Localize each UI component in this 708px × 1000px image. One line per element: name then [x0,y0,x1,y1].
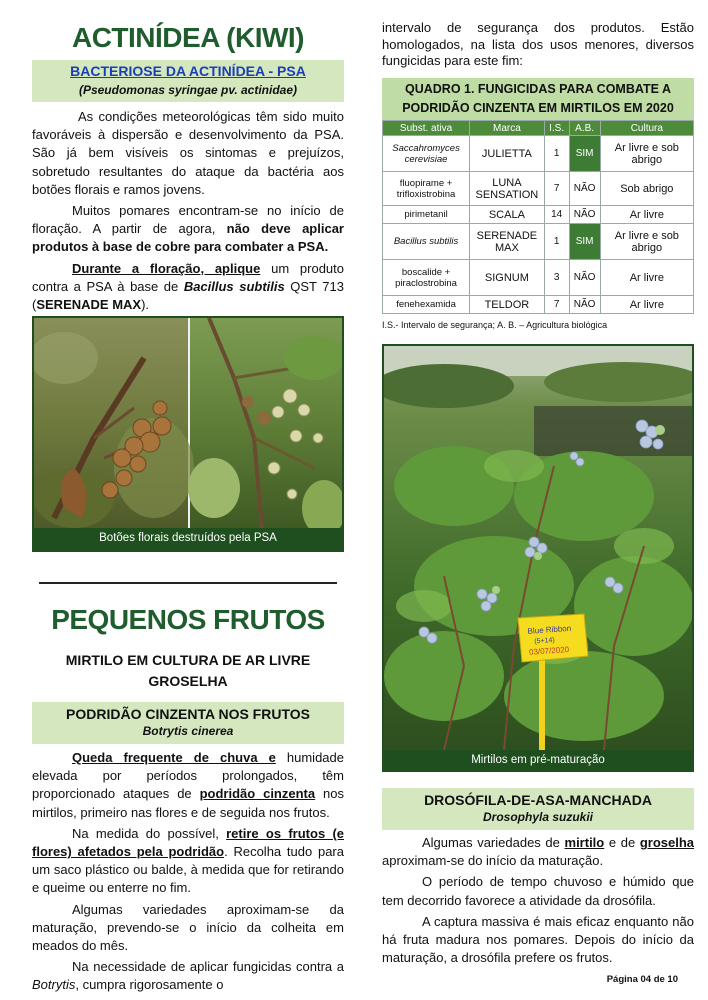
drosophila-text [382,834,694,967]
botrytis-p1-podridao: podridão cinzenta [199,786,316,802]
kiwi-p2-bold: não deve aplicar produtos à base de cobre para combater a PSA. [32,221,344,255]
cell-ab: NÃO [569,206,600,224]
table-note: I.S.- Intervalo de segurança; A. B. – Agricultura biológica [382,320,608,330]
left-column [32,0,344,1000]
botrytis-p2-text: Na medida do possível, [72,825,227,841]
header-cell: A.B. [569,121,600,136]
botrytis-paragraph-2 [32,825,344,898]
psa-photo [34,318,342,528]
cell-ab: NÃO [569,260,600,296]
kiwi-title: ACTINÍDEA (KIWI) [71,22,305,53]
label-code: (5+14) [534,636,555,646]
label-date: 03/07/2020 [528,644,570,657]
cell-subst: Bacillus subtilis [383,224,470,260]
cell-ab: NÃO [569,296,600,314]
cell-subst: boscalide + piraclostrobina [383,260,470,296]
botrytis-p4-botrytis: Botrytis [32,977,76,993]
botrytis-p2-end: . Recolha tudo para um saco plástico ou balde, à medida que for retirando e queime ou enterre no fim. [32,844,344,896]
botrytis-p2-bold: retire os frutos (e flores) afetados pela podridão [32,825,344,860]
drosophila-pathogen: Drosophyla suzukii [482,810,594,824]
header-cell: Cultura [600,121,693,136]
table-row [383,136,694,172]
cell-marca: JULIETTA [470,136,545,172]
psa-pathogen: (Pseudomonas syringae pv. actinidae) [78,83,298,97]
droso-p1-text: Algumas variedades de [422,835,565,850]
cell-is: 1 [544,224,569,260]
cell-subst: fenehexamida [383,296,470,314]
table-title-line-1: QUADRO 1. FUNGICIDAS PARA COMBATE A [405,82,671,96]
psa-photo-caption: Botões florais destruídos pela PSA [99,532,277,544]
cell-cultura: Sob abrigo [600,172,693,206]
table-title-line-2: PODRIDÃO CINZENTA EM MIRTILOS EM 2020 [402,101,674,115]
droso-p1-end: aproximam-se do início da maturação. [382,853,604,869]
kiwi-p3-text: um produto contra a PSA à base de [32,260,345,294]
blueberry-photo-caption: Mirtilos em pré-maturação [471,754,605,766]
cell-is: 14 [544,206,569,224]
cell-marca: LUNA SENSATION [470,172,545,206]
blueberry-photo [384,346,692,750]
botrytis-p4-end: , cumpra rigorosamente o [75,977,224,993]
drosophila-heading-band [382,788,694,830]
fungicide-table [382,120,694,314]
table-header-row [383,121,694,136]
psa-heading: BACTERIOSE DA ACTINÍDEA - PSA [70,63,306,79]
right-column [382,0,694,1000]
label-variety: Blue Ribbon [527,623,572,636]
page-number: Página 04 de 10 [606,974,678,985]
pequenos-frutos-title: PEQUENOS FRUTOS [51,604,325,635]
table-title [382,78,694,120]
droso-p1-groselha: groselha [639,835,694,850]
cell-is: 7 [544,296,569,314]
cell-ab: SIM [569,136,600,172]
kiwi-paragraph-2 [32,202,344,257]
cell-marca: SERENADE MAX [470,224,545,260]
table-row [383,224,694,260]
kiwi-p3-bacillus: Bacillus subtilis [183,278,285,294]
table-row [383,172,694,206]
header-cell: Subst. ativa [383,121,470,136]
botrytis-pathogen: Botrytis cinerea [142,724,234,738]
cell-cultura: Ar livre e sob abrigo [600,224,693,260]
botrytis-paragraph-1 [32,749,344,822]
table-row [383,296,694,314]
botrytis-p4-text: Na necessidade de aplicar fungicidas contra a [72,959,344,975]
drosophila-paragraph-1 [382,834,694,870]
table-row [383,206,694,224]
kiwi-p3-bold: Durante a floração, aplique [72,260,261,276]
botrytis-text [32,749,344,995]
kiwi-p3-qst: QST 713 ( [32,278,344,313]
cell-cultura: Ar livre [600,260,693,296]
botrytis-heading-band [32,702,344,744]
drosophila-heading: DROSÓFILA-DE-ASA-MANCHADA [424,792,652,808]
cell-cultura: Ar livre [600,296,693,314]
botrytis-p1-end: nos mirtilos, primeiro nas flores e de seguida nos frutos. [32,786,344,820]
cell-subst: pirimetanil [383,206,470,224]
groselha-subtitle: GROSELHA [148,673,228,689]
cell-subst: Saccahromyces cerevisiae [383,136,470,172]
cell-is: 1 [544,136,569,172]
botrytis-p1-text: humidade elevada por períodos prolongados, têm proporcionado ataques de [32,750,344,802]
cell-cultura: Ar livre e sob abrigo [600,136,693,172]
kiwi-paragraph-1: As condições meteorológicas têm sido muito favoráveis à dispersão e desenvolvimento da PSA. São já bem visíveis os sintomas e prejuízos, sobretudo resultantes do ataque da bactéria aos botões florais e ramos jovens. [32,109,344,197]
botrytis-p1-bold: Queda frequente de chuva e [72,750,276,765]
header-cell: Marca [470,121,545,136]
cell-cultura: Ar livre [600,206,693,224]
fungicide-table-box [382,78,694,314]
section-divider [39,582,337,584]
cell-ab: NÃO [569,172,600,206]
table-row [383,260,694,296]
psa-photo-figure [32,316,344,552]
droso-p1-e: e de [604,835,640,850]
droso-p1-mirtilo: mirtilo [564,835,605,850]
blueberry-photo-figure [382,344,694,772]
kiwi-p3-end: ). [141,297,150,313]
botrytis-paragraph-3: Algumas variedades aproximam-se da maturação, prevendo-se o início da colheita em meados do mês. [32,901,344,954]
psa-heading-band [32,60,344,102]
botrytis-paragraph-4 [32,958,344,994]
kiwi-text [32,108,344,314]
kiwi-p2-text: Muitos pomares encontram-se no início de floração. A partir de agora, [32,203,344,237]
cell-marca: TELDOR [470,296,545,314]
cell-is: 3 [544,260,569,296]
kiwi-p3-serenade: SERENADE MAX [36,297,142,313]
cell-is: 7 [544,172,569,206]
botrytis-heading: PODRIDÃO CINZENTA NOS FRUTOS [66,706,310,722]
header-cell: I.S. [544,121,569,136]
cell-marca: SIGNUM [470,260,545,296]
cell-marca: SCALA [470,206,545,224]
cell-ab: SIM [569,224,600,260]
cell-subst: fluopirame + trifloxistrobina [383,172,470,206]
drosophila-paragraph-2: O período de tempo chuvoso e húmido que tem decorrido favorece a atividade da drosófila. [382,874,694,908]
drosophila-paragraph-3: A captura massiva é mais eficaz enquanto não há fruta madura nos pomares. Depois do início da maturação, a drosófila prefere os frutos. [382,913,694,966]
mirtilo-subtitle: MIRTILO EM CULTURA DE AR LIVRE [65,652,311,668]
kiwi-paragraph-3 [32,260,344,315]
fungicide-intro: intervalo de segurança dos produtos. Estão homologados, na lista dos usos menores, diversos fungicidas para este fim: [382,20,694,68]
